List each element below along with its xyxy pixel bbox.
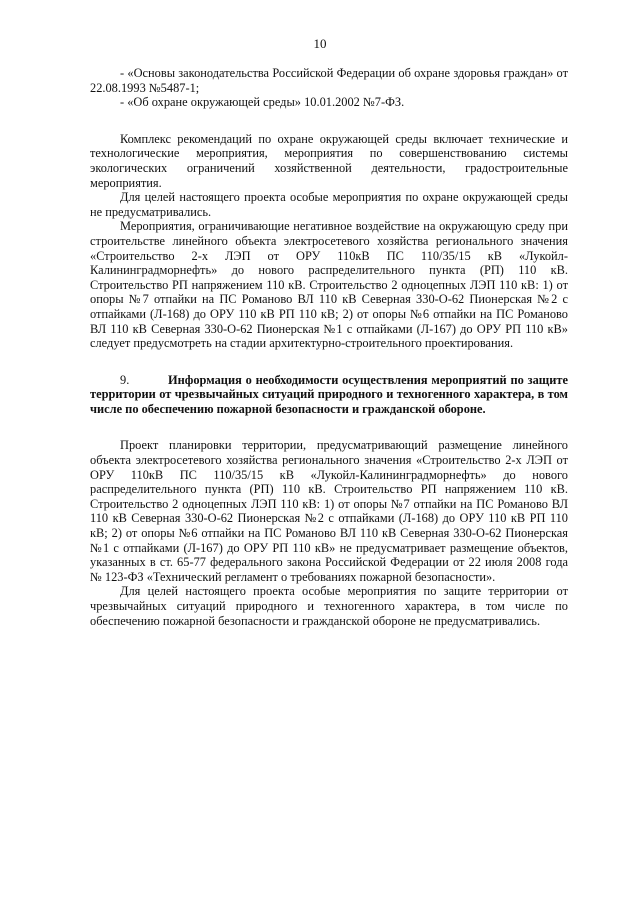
spacer	[90, 416, 568, 438]
paragraph: Проект планировки территории, предусматривающий размещение линейного объекта электросетевого хозяйства регионального значения «Строительство 2-х ЛЭП от ОРУ 110кВ ПС 110/35/15 кВ «Лукойл-Калининградморнефть» до нового распределительного пункта (РП) 110 кВ. Строительство РП напряжением 110 кВ. Строительство 2 одноцепных ЛЭП 110 кВ: 1) от опоры №7 отпайки на ПС Романово ВЛ 110 кВ Северная 330-О-62 Пионерская №2 с отпайками (Л-168) до ОРУ 110 кВ РП 110 кВ; 2) от опоры №6 отпайки на ПС Романово ВЛ 110 кВ Северная 330-О-62 Пионерская №1 с отпайками (Л-167) до ОРУ РП 110 кВ» не предусматривает размещение объектов, указанных в ст. 65-77 федерального закона Российской Федерации от 22 июля 2008 года № 123-ФЗ «Технический регламент о требованиях пожарной безопасности».	[90, 438, 568, 584]
paragraph: Для целей настоящего проекта особые мероприятия по защите территории от чрезвычайных ситуаций природного и техногенного характера, в том числе по обеспечению пожарной безопасности и гражданской обороне не предусматривались.	[90, 584, 568, 628]
paragraph: Для целей настоящего проекта особые мероприятия по охране окружающей среды не предусматривались.	[90, 190, 568, 219]
section-heading	[90, 373, 568, 417]
section-number: 9.	[120, 372, 130, 387]
page-number: 10	[313, 36, 327, 51]
law-item: - «Об охране окружающей среды» 10.01.2002 №7-ФЗ.	[120, 95, 405, 110]
spacer	[90, 110, 568, 132]
page-content	[90, 66, 568, 628]
section-title: Информация о необходимости осуществления мероприятий по защите территории от чрезвычайных ситуаций природного и техногенного характера, в том числе по обеспечению пожарной безопасности и гражданской обороне.	[90, 372, 568, 416]
law-item: - «Основы законодательства Российской Федерации об охране здоровья граждан» от 22.08.1993 №5487-1;	[90, 66, 568, 95]
spacer	[90, 351, 568, 373]
paragraph: Комплекс рекомендаций по охране окружающей среды включает технические и технологические мероприятия, мероприятия по совершенствованию системы экологических ограничений хозяйственной деятельности, градостроительные мероприятия.	[90, 131, 568, 190]
paragraph: Мероприятия, ограничивающие негативное воздействие на окружающую среду при строительстве линейного объекта электросетевого хозяйства регионального значения «Строительство 2-х ЛЭП от ОРУ 110кВ ПС 110/35/15 кВ «Лукойл-Калининградморнефть» до нового распределительного пункта (РП) 110 кВ. Строительство РП напряжением 110 кВ. Строительство 2 одноцепных ЛЭП 110 кВ: 1) от опоры №7 отпайки на ПС Романово ВЛ 110 кВ Северная 330-О-62 Пионерская №2 с отпайками (Л-168) до ОРУ 110 кВ РП 110 кВ; 2) от опоры №6 отпайки на ПС Романово ВЛ 110 кВ Северная 330-О-62 Пионерская №1 с отпайками (Л-167) до ОРУ РП 110 кВ» следует предусмотреть на стадии архитектурно-строительного проектирования.	[90, 219, 568, 351]
